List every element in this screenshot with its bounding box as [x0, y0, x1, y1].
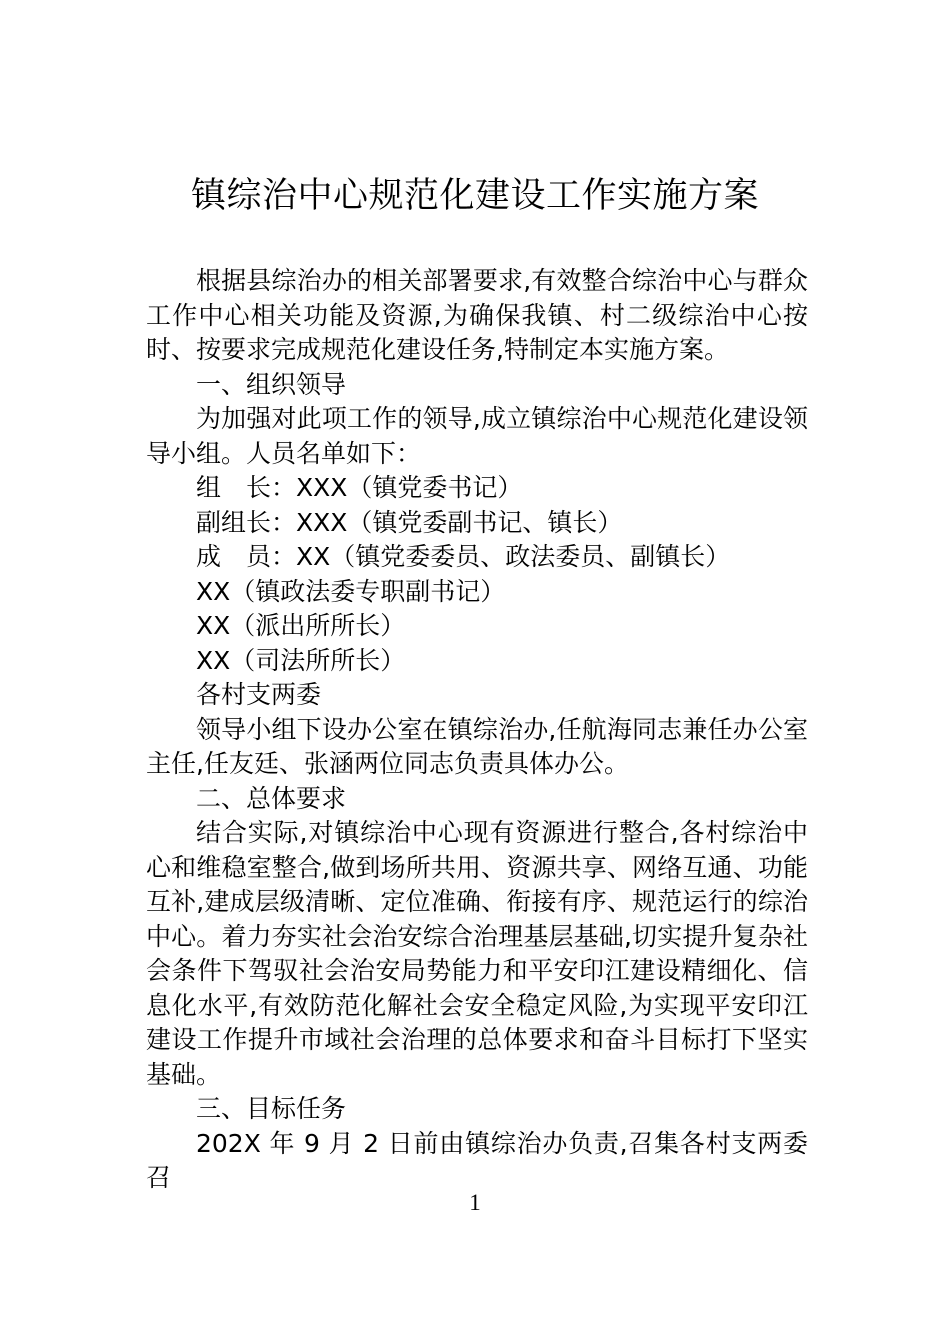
document-title: 镇综治中心规范化建设工作实施方案: [190, 176, 759, 216]
requirements-paragraph: 结合实际,对镇综治中心现有资源进行整合,各村综治中心和维稳室整合,做到场所共用、资源共享、网络互通、功能互补,建成层级清晰、定位准确、衔接有序、规范运行的综治中心。着力夯实社会治安综合治理基层基础,切实提升复杂社会条件下驾驭社会治安局势能力和平安印江建设精细化、信息化水平,有效防范化解社会安全稳定风险,为实现平安印江建设工作提升市域社会治理的总体要求和奋斗目标打下坚实基础。: [146, 818, 808, 1089]
office-paragraph: 领导小组下设办公室在镇综治办,任航海同志兼任办公室主任,任友廷、张涵两位同志负责具体办公。: [146, 714, 808, 778]
member-village-committees: 各村支两委: [196, 680, 322, 709]
page-number: 1: [469, 1190, 481, 1215]
section-heading-requirements: 二、总体要求: [196, 783, 347, 813]
tasks-paragraph: 202X 年 9 月 2 日前由镇综治办负责,召集各村支两委召: [146, 1128, 808, 1192]
document-body: [146, 264, 808, 1196]
intro-paragraph: 根据县综治办的相关部署要求,有效整合综治中心与群众工作中心相关功能及资源,为确保我镇、村二级综治中心按时、按要求完成规范化建设任务,特制定本实施方案。: [146, 266, 808, 364]
member-member-3: XX（派出所所长）: [196, 611, 406, 640]
section-heading-tasks: 三、目标任务: [196, 1094, 347, 1123]
member-member-1: 成 员：XX（镇党委委员、政法委员、副镇长）: [196, 542, 731, 571]
section-heading-organization: 一、组织领导: [196, 369, 347, 399]
member-deputy-leader: 副组长：XXX（镇党委副书记、镇长）: [196, 507, 623, 537]
organization-paragraph: 为加强对此项工作的领导,成立镇综治中心规范化建设领导小组。人员名单如下：: [146, 404, 808, 468]
member-member-4: XX（司法所所长）: [196, 645, 406, 675]
member-member-2: XX（镇政法委专职副书记）: [196, 576, 506, 606]
member-leader: 组 长：XXX（镇党委书记）: [196, 473, 523, 502]
